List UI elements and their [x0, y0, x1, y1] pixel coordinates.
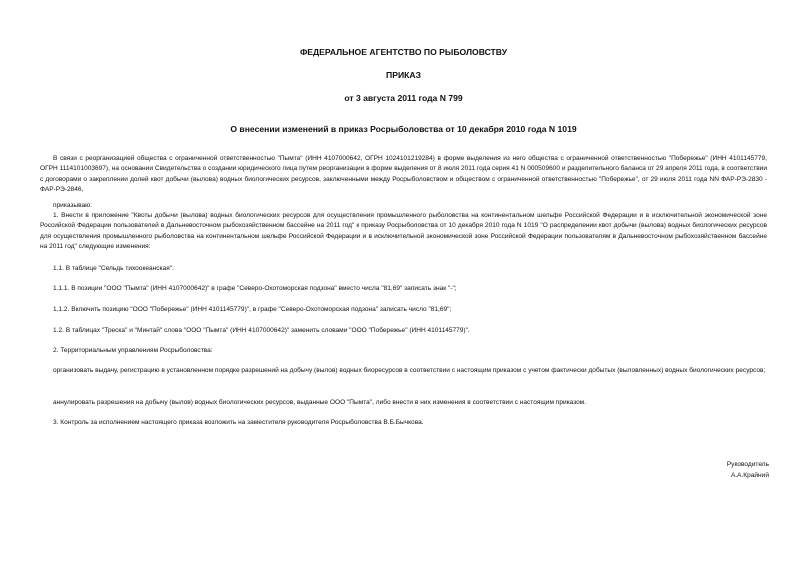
preamble-paragraph: В связи с реорганизацией общества с ограниченной ответственностью "Пымта" (ИНН 4107000642, ОГРН 1024101219284) в форме выделения из него общества с ограниченной ответственностью "Побережье" (ИНН 4101145779, ОГРН 1114101003697), на основании Свидетельства о создании юридического лица путем реорганизации в форме выделения от 8 июля 2011 года серия 41 N 000509600 и разделительного баланса от 29 апреля 2011 года, в соответствии с договорами о закреплении долей квот добычи (вылова) водных биологических ресурсов, заключенными между Росрыболовством и обществом с ограниченной ответственностью "Побережье", от 29 июля 2011 года NN ФАР-РЭ-2830 - ФАР-РЭ-2846,: [40, 155, 767, 194]
item-1-1-2: 1.1.2. Включить позицию "ООО "Побережье" (ИНН 4101145779)", в графе "Северо-Охотоморская подзона" записать число "81,69";: [53, 306, 452, 313]
document-title: О внесении изменений в приказ Росрыболовства от 10 декабря 2010 года N 1019: [230, 124, 577, 134]
item-2-annul: аннулировать разрешения на добычу (вылов) водных биологических ресурсов, выданные ООО "Пымта", либо внести в них изменения в соответствии с настоящим приказом.: [53, 399, 587, 406]
signature-name: А.А.Крайний: [730, 472, 769, 479]
item-2: 2. Территориальным управлениям Росрыболовства:: [53, 347, 213, 354]
order-word: приказываю:: [53, 202, 92, 209]
item-2-organize: организовать выдачу, регистрацию в установленном порядке разрешений на добычу (вылов) водных биоресурсов в соответствии с настоящим приказом с учетом фактически добытых (выловленных) водных биологических ресурсов;: [53, 367, 766, 374]
signature-position: Руководитель: [726, 461, 769, 468]
item-1-1-1: 1.1.1. В позиции "ООО "Пымта" (ИНН 4107000642)" в графе "Северо-Охотоморская подзона" вместо числа "81,69" записать знак "-";: [53, 285, 457, 292]
document-type: ПРИКАЗ: [386, 70, 421, 80]
agency-name: ФЕДЕРАЛЬНОЕ АГЕНТСТВО ПО РЫБОЛОВСТВУ: [299, 47, 508, 57]
item-1-1: 1.1. В таблице "Сельдь тихоокеанская":: [53, 265, 174, 272]
document-date-number: от 3 августа 2011 года N 799: [344, 93, 463, 103]
item-1: 1. Внести в приложение "Квоты добычи (вылова) водных биологических ресурсов для осуществления промышленного рыболовства на континентальном шельфе Российской Федерации и в исключительной экономической зоне Российской Федерации пользователей в Дальневосточном рыбохозяйственном бассейне на 2011 год" к приказу Росрыболовства от 10 декабря 2010 года N 1019 "О распределении квот добычи (вылова) водных биологических ресурсов для осуществления промышленного рыболовства на континентальном шельфе Российской Федерации и в исключительной экономической зоне Российской Федерации пользователям в Дальневосточном рыбохозяйственном бассейне на 2011 год" следующие изменения:: [40, 212, 767, 251]
item-3: 3. Контроль за исполнением настоящего приказа возложить на заместителя руководителя Росрыболовства В.Б.Бычкова.: [53, 419, 424, 426]
item-1-2: 1.2. В таблицах "Треска" и "Минтай" слова "ООО "Пымта" (ИНН 4107000642)" заменить словами "ООО "Побережье" (ИНН 4101145779)".: [53, 327, 470, 334]
